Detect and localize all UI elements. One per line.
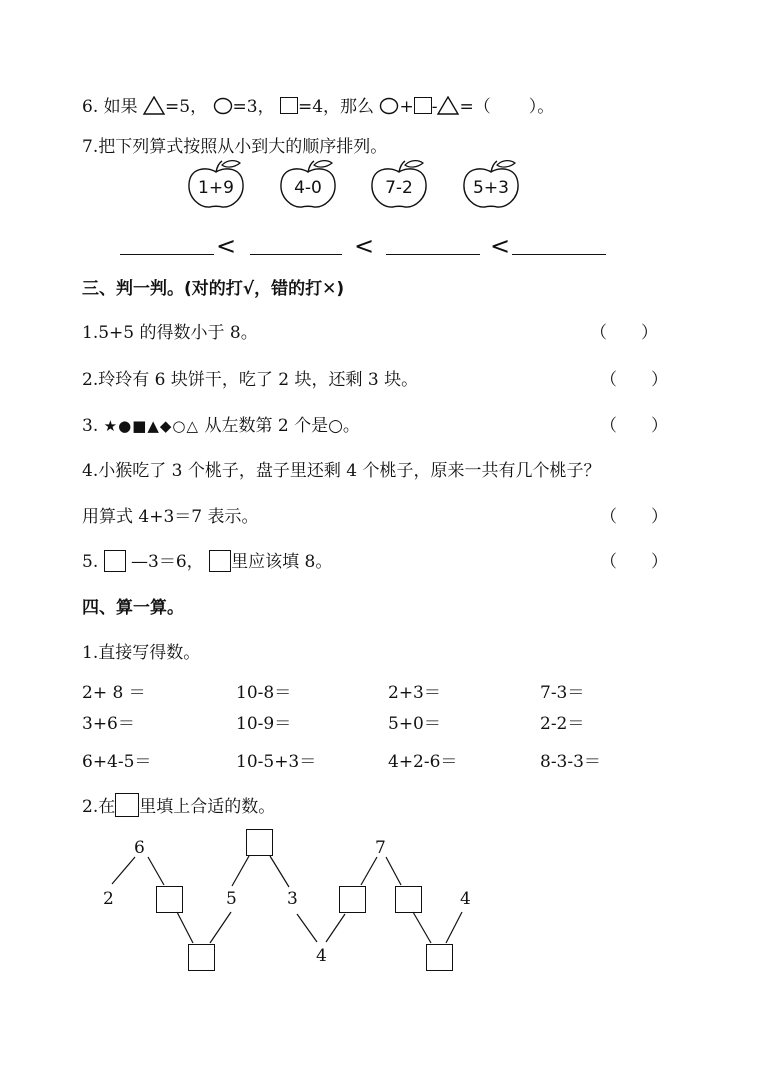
answer-paren[interactable]: （ ） (590, 323, 658, 343)
apple-2 (278, 158, 338, 210)
calc-cell: 5+0＝ (388, 714, 441, 734)
calc-cell: 2-2＝ (540, 714, 585, 734)
judge-item-5: 5. —3＝6， 里应该填 8。 (82, 552, 333, 572)
apple-label: 4-0 (294, 178, 322, 198)
answer-blank[interactable] (120, 254, 214, 255)
tree-answer-box[interactable] (246, 829, 273, 856)
calc-cell: 8-3-3＝ (540, 752, 601, 772)
triangle-icon (143, 96, 165, 115)
tree-answer-box[interactable] (156, 886, 183, 913)
calc-cell: 10-5+3＝ (236, 752, 317, 772)
apple-label: 7-2 (385, 178, 413, 198)
tree-answer-box[interactable] (188, 944, 215, 971)
tree-number: 5 (226, 889, 237, 909)
square-icon (414, 97, 432, 114)
tree-number: 3 (287, 889, 298, 909)
tree-number: 6 (134, 838, 145, 858)
calc-cell: 10-8＝ (236, 683, 292, 703)
calc-cell: 7-3＝ (540, 683, 585, 703)
shapes-sequence: ★●■▲◆○△ (103, 417, 200, 435)
circle-icon (213, 97, 233, 115)
apple-4 (461, 158, 521, 210)
judge-item-2: 2.玲玲有 6 块饼干，吃了 2 块，还剩 3 块。 (82, 370, 419, 390)
square-icon (280, 97, 298, 114)
less-than-sign: < (354, 232, 375, 260)
apple-1 (186, 158, 246, 210)
triangle-icon (437, 96, 459, 115)
apple-3 (369, 158, 429, 210)
less-than-sign: < (216, 232, 237, 260)
tree-answer-box[interactable] (339, 886, 366, 913)
answer-blank[interactable] (250, 254, 342, 255)
judge-item-4-cont: 用算式 4+3＝7 表示。 (82, 507, 259, 527)
circle-icon (379, 97, 399, 115)
calc-cell: 2+ 8 ＝ (82, 683, 146, 703)
square-icon (209, 550, 231, 572)
tree-number: 4 (316, 946, 327, 966)
calc-cell: 3+6＝ (82, 714, 135, 734)
square-icon (115, 793, 139, 817)
sub-question-2: 2.在 里填上合适的数。 (82, 792, 275, 817)
answer-paren[interactable]: （ ） (600, 507, 668, 527)
answer-blank[interactable] (512, 254, 606, 255)
question-6: 6. 如果 =5， =3， =4，那么 + - =（ ）。 (82, 97, 555, 117)
judge-item-3: 3. ★●■▲◆○△ 从左数第 2 个是○。 (82, 416, 360, 436)
apple-label: 1+9 (198, 178, 234, 198)
calc-cell: 10-9＝ (236, 714, 292, 734)
answer-paren[interactable]: （ ） (600, 416, 668, 436)
question-7: 7.把下列算式按照从小到大的顺序排列。 (82, 137, 388, 157)
tree-number: 2 (103, 889, 114, 909)
tree-answer-box[interactable] (395, 886, 422, 913)
answer-paren[interactable]: （ ） (600, 370, 668, 390)
calc-cell: 2+3＝ (388, 683, 441, 703)
judge-item-4: 4.小猴吃了 3 个桃子，盘子里还剩 4 个桃子，原来一共有几个桃子？ (82, 461, 601, 481)
sub-question-1: 1.直接写得数。 (82, 643, 201, 663)
square-icon (104, 550, 126, 572)
answer-paren[interactable]: （ ） (600, 552, 668, 572)
tree-answer-box[interactable] (426, 944, 453, 971)
section-3-title: 三、判一判。(对的打√，错的打✕) (82, 279, 345, 299)
judge-item-1: 1.5+5 的得数小于 8。 (82, 323, 258, 343)
calc-cell: 4+2-6＝ (388, 752, 458, 772)
tree-number: 7 (375, 838, 386, 858)
answer-blank[interactable] (386, 254, 480, 255)
calc-cell: 6+4-5＝ (82, 752, 152, 772)
less-than-sign: < (490, 232, 511, 260)
apple-label: 5+3 (473, 178, 509, 198)
section-4-title: 四、算一算。 (82, 598, 184, 618)
tree-number: 4 (460, 889, 471, 909)
